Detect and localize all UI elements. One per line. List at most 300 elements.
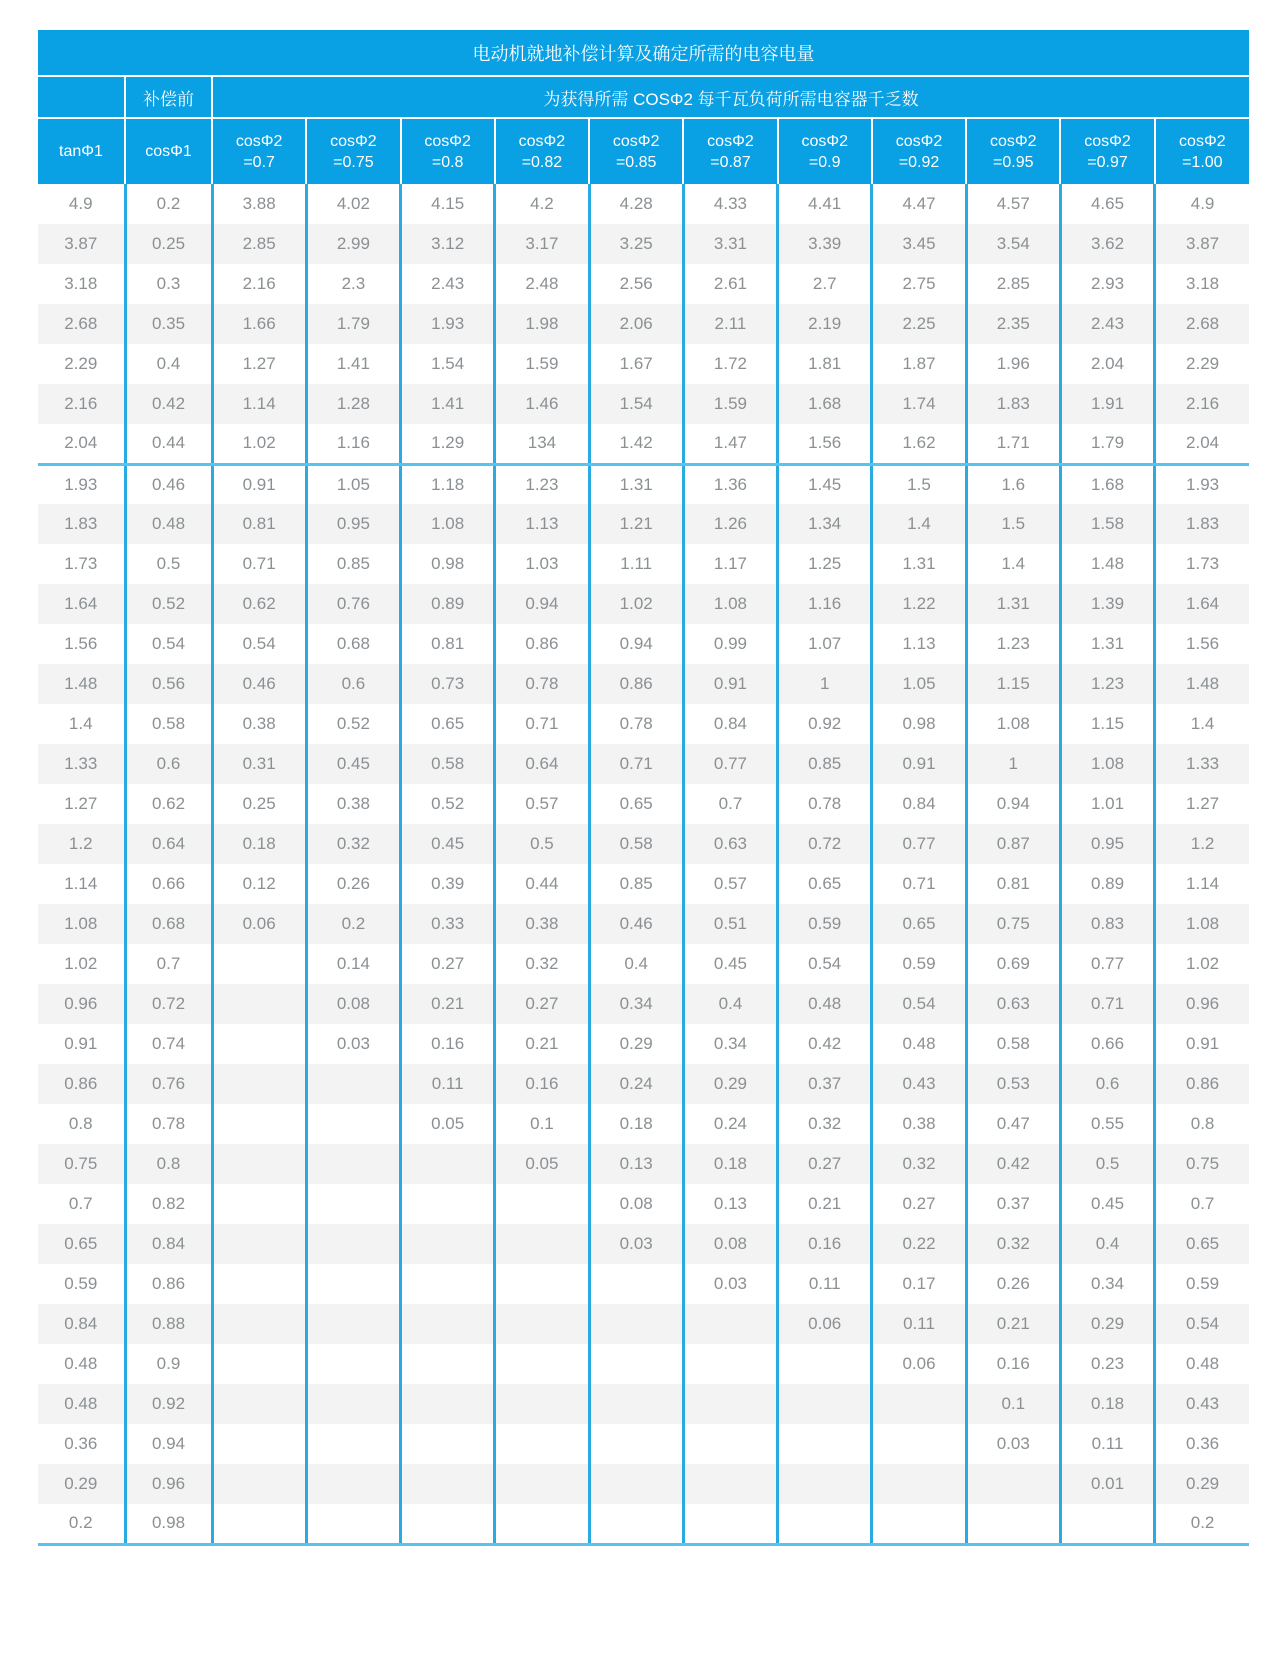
cell: [306, 1224, 400, 1264]
cell: 1.16: [306, 424, 400, 464]
cell: [306, 1384, 400, 1424]
cell: [306, 1464, 400, 1504]
cell: 1.14: [212, 384, 306, 424]
cell: 1.59: [683, 384, 777, 424]
cell: 0.77: [872, 824, 966, 864]
cell: 2.04: [1060, 344, 1154, 384]
cell: 1.59: [495, 344, 589, 384]
cell: 1.83: [966, 384, 1060, 424]
cell: 1.56: [778, 424, 872, 464]
cell: [683, 1344, 777, 1384]
cell: 0.89: [401, 584, 495, 624]
cell: 0.45: [1060, 1184, 1154, 1224]
cell: 1.08: [966, 704, 1060, 744]
table-row: [38, 504, 1249, 544]
cell: [589, 1384, 683, 1424]
cell: [872, 1384, 966, 1424]
cell: 0.69: [966, 944, 1060, 984]
cell: 0.59: [872, 944, 966, 984]
cell: [495, 1304, 589, 1344]
cell: 2.04: [1155, 424, 1249, 464]
cell: 0.31: [212, 744, 306, 784]
cell: 0.42: [125, 384, 212, 424]
cell: 0.72: [125, 984, 212, 1024]
cell: 0.4: [683, 984, 777, 1024]
cell: 0.71: [1060, 984, 1154, 1024]
cell: 0.27: [401, 944, 495, 984]
cell: 1.83: [64, 514, 98, 533]
cell: 1.31: [872, 544, 966, 584]
cell: 0.46: [212, 664, 306, 704]
cell: 0.81: [966, 864, 1060, 904]
column-header-7: cosΦ2 =0.87: [683, 118, 777, 184]
cell: 0.99: [683, 624, 777, 664]
cell: 0.98: [401, 544, 495, 584]
cell: 1.18: [401, 464, 495, 504]
cell: 2.29: [64, 354, 98, 373]
cell: [589, 1264, 683, 1304]
cell: 1.22: [872, 584, 966, 624]
cell: 0.26: [966, 1264, 1060, 1304]
cell: [401, 1464, 495, 1504]
table-row: [38, 1104, 1249, 1144]
cell: [778, 1344, 872, 1384]
cell: 0.63: [966, 984, 1060, 1024]
cell: 0.1: [495, 1104, 589, 1144]
cell: 1.93: [64, 474, 98, 494]
cell: 4.33: [683, 184, 777, 224]
cell: 0.03: [306, 1024, 400, 1064]
cell: 2.43: [401, 264, 495, 304]
cell: 1.79: [1060, 424, 1154, 464]
cell: 0.2: [306, 904, 400, 944]
cell: [495, 1424, 589, 1464]
cell: 1.31: [1060, 624, 1154, 664]
column-header-10: cosΦ2 =0.95: [966, 118, 1060, 184]
cell: 0.38: [872, 1104, 966, 1144]
cell: [212, 944, 306, 984]
column-header-9: cosΦ2 =0.92: [872, 118, 966, 184]
table-row: [38, 264, 1249, 304]
cell: 0.98: [872, 704, 966, 744]
corner-cell: [38, 76, 125, 118]
table-row: [38, 1184, 1249, 1224]
cell: 0.54: [125, 624, 212, 664]
cell: 0.44: [495, 864, 589, 904]
cell: 0.18: [1060, 1384, 1154, 1424]
cell: 0.06: [212, 904, 306, 944]
column-header-0: tanΦ1: [38, 118, 125, 184]
cell: 0.94: [966, 784, 1060, 824]
cell: 0.98: [125, 1504, 212, 1544]
cell: 1.05: [306, 464, 400, 504]
cell: 0.55: [1060, 1104, 1154, 1144]
cell: 1.68: [778, 384, 872, 424]
cell: [306, 1504, 400, 1544]
cell: 0.94: [589, 624, 683, 664]
cell: [212, 1504, 306, 1544]
cell: 0.32: [966, 1224, 1060, 1264]
cell: 1.64: [1155, 584, 1249, 624]
cell: 0.78: [125, 1104, 212, 1144]
cell: [401, 1184, 495, 1224]
table-row: [38, 184, 1249, 224]
group-header-row: [38, 76, 1249, 118]
cell: 3.88: [212, 184, 306, 224]
cell: 1.34: [778, 504, 872, 544]
cell: 0.18: [683, 1144, 777, 1184]
cell: 0.92: [125, 1384, 212, 1424]
cell: 1.01: [1060, 784, 1154, 824]
cell: 2.16: [64, 394, 98, 413]
cell: 1.98: [495, 304, 589, 344]
cell: 2.7: [778, 264, 872, 304]
cell: 0.85: [778, 744, 872, 784]
cell: 0.8: [68, 1114, 93, 1133]
table-row: [38, 664, 1249, 704]
cell: 1.05: [872, 664, 966, 704]
cell: 0.4: [589, 944, 683, 984]
cell: 0.84: [64, 1314, 98, 1333]
cell: 0.6: [306, 664, 400, 704]
cell: 1.13: [872, 624, 966, 664]
cell: 1.45: [778, 464, 872, 504]
cell: 2.11: [683, 304, 777, 344]
cell: 0.27: [495, 984, 589, 1024]
table-row: [38, 864, 1249, 904]
cell: 1.68: [1060, 464, 1154, 504]
cell: 0.71: [589, 744, 683, 784]
cell: 0.85: [589, 864, 683, 904]
cell: 0.37: [966, 1184, 1060, 1224]
cell: 0.68: [125, 904, 212, 944]
cell: 0.58: [966, 1024, 1060, 1064]
cell: [589, 1464, 683, 1504]
cell: 0.03: [966, 1424, 1060, 1464]
cell: 0.18: [589, 1104, 683, 1144]
cell: 0.86: [1155, 1064, 1249, 1104]
cell: [212, 1104, 306, 1144]
cell: 1.27: [64, 794, 98, 813]
cell: [306, 1264, 400, 1304]
cell: [212, 1064, 306, 1104]
cell: 0.43: [872, 1064, 966, 1104]
cell: 1.02: [589, 584, 683, 624]
cell: 1.4: [872, 504, 966, 544]
cell: [683, 1504, 777, 1544]
cell: [495, 1264, 589, 1304]
cell: [589, 1424, 683, 1464]
cell: 0.2: [1155, 1504, 1249, 1544]
cell: 1.13: [495, 504, 589, 544]
cell: 0.2: [38, 1504, 125, 1544]
cell: 0.77: [1060, 944, 1154, 984]
cell: 0.74: [125, 1024, 212, 1064]
cell: 1.29: [401, 424, 495, 464]
cell: 0.62: [212, 584, 306, 624]
cell: 0.32: [778, 1104, 872, 1144]
cell: 1.46: [495, 384, 589, 424]
cell: 0.75: [966, 904, 1060, 944]
cell: [966, 1504, 1060, 1544]
table-row: [38, 1504, 1249, 1544]
cell: 0.57: [683, 864, 777, 904]
cell: 0.08: [683, 1224, 777, 1264]
cell: 1.56: [64, 634, 98, 653]
cell: 1.17: [683, 544, 777, 584]
cell: 0.72: [778, 824, 872, 864]
cell: 1: [966, 744, 1060, 784]
cell: 0.21: [495, 1024, 589, 1064]
cell: 3.87: [64, 234, 98, 253]
cell: 1.11: [589, 544, 683, 584]
table-row: [38, 1264, 1249, 1304]
cell: 2.25: [872, 304, 966, 344]
cell: [306, 1424, 400, 1464]
cell: 0.5: [495, 824, 589, 864]
cell: [589, 1304, 683, 1344]
cell: [966, 1464, 1060, 1504]
cell: 0.7: [68, 1194, 93, 1213]
cell: 0.91: [64, 1034, 98, 1053]
cell: 1.2: [68, 834, 93, 853]
cell: 1.58: [1060, 504, 1154, 544]
cell: 0.29: [1060, 1304, 1154, 1344]
cell: 0.65: [64, 1234, 98, 1253]
cell: 0.54: [1155, 1304, 1249, 1344]
cell: 0.24: [589, 1064, 683, 1104]
cell: 2.16: [1155, 384, 1249, 424]
cell: [401, 1424, 495, 1464]
cell: 2.19: [778, 304, 872, 344]
cell: 0.34: [683, 1024, 777, 1064]
cell: [401, 1144, 495, 1184]
cell: 3.18: [64, 274, 98, 293]
cell: 2.99: [306, 224, 400, 264]
cell: 1.96: [966, 344, 1060, 384]
cell: [401, 1304, 495, 1344]
cell: 1.66: [212, 304, 306, 344]
cell: [212, 1344, 306, 1384]
cell: 0.91: [683, 664, 777, 704]
cell: 1.5: [872, 464, 966, 504]
cell: 0.86: [589, 664, 683, 704]
cell: 0.75: [1155, 1144, 1249, 1184]
cell: [306, 1304, 400, 1344]
cell: 0.76: [125, 1064, 212, 1104]
cell: 1.02: [212, 424, 306, 464]
cell: [495, 1224, 589, 1264]
cell: 0.53: [966, 1064, 1060, 1104]
cell: 0.52: [401, 784, 495, 824]
cell: 4.57: [966, 184, 1060, 224]
cell: 1: [778, 664, 872, 704]
table-header: [38, 30, 1249, 184]
cell: 0.35: [125, 304, 212, 344]
cell: 3.62: [1060, 224, 1154, 264]
cell: 1.93: [401, 304, 495, 344]
cell: 2.04: [38, 424, 125, 464]
cell: 0.25: [125, 224, 212, 264]
cell: 0.08: [306, 984, 400, 1024]
cell: 3.17: [495, 224, 589, 264]
cell: 1.27: [212, 344, 306, 384]
cell: 1.07: [778, 624, 872, 664]
cell: [872, 1464, 966, 1504]
cell: 0.66: [1060, 1024, 1154, 1064]
cell: 0.65: [401, 704, 495, 744]
cell: 1.74: [872, 384, 966, 424]
cell: 1.33: [1155, 744, 1249, 784]
cell: 0.9: [125, 1344, 212, 1384]
cell: [212, 1464, 306, 1504]
cell: 3.87: [1155, 224, 1249, 264]
cell: 0.4: [125, 344, 212, 384]
cell: 2.3: [306, 264, 400, 304]
cell: 0.75: [64, 1154, 98, 1173]
cell: 0.03: [589, 1224, 683, 1264]
cell: 1.15: [966, 664, 1060, 704]
cell: 0.88: [125, 1304, 212, 1344]
cell: 1.36: [683, 464, 777, 504]
cell: [306, 1104, 400, 1144]
table-row: [38, 464, 1249, 504]
cell: 0.94: [125, 1424, 212, 1464]
table-section-1: [38, 184, 1249, 464]
cell: 0.6: [1060, 1064, 1154, 1104]
cell: 0.71: [495, 704, 589, 744]
cell: [778, 1424, 872, 1464]
cell: [212, 1024, 306, 1064]
cell: 0.21: [966, 1304, 1060, 1344]
cell: [589, 1344, 683, 1384]
table-row: [38, 944, 1249, 984]
cell: [401, 1384, 495, 1424]
cell: [1060, 1504, 1154, 1544]
cell: 0.5: [1060, 1144, 1154, 1184]
cell: 0.8: [1155, 1104, 1249, 1144]
cell: 1.64: [64, 594, 98, 613]
cell: 0.65: [1155, 1224, 1249, 1264]
table-row: [38, 744, 1249, 784]
cell: 0.27: [872, 1184, 966, 1224]
cell: 1.67: [589, 344, 683, 384]
cell: 0.01: [1060, 1464, 1154, 1504]
cell: 0.1: [966, 1384, 1060, 1424]
cell: [778, 1464, 872, 1504]
cell: [683, 1384, 777, 1424]
cell: 0.34: [589, 984, 683, 1024]
cell: 0.13: [683, 1184, 777, 1224]
cell: 0.58: [401, 744, 495, 784]
table-row: [38, 1024, 1249, 1064]
column-header-6: cosΦ2 =0.85: [589, 118, 683, 184]
cell: 0.47: [966, 1104, 1060, 1144]
cell: 0.29: [683, 1064, 777, 1104]
cell: 0.21: [778, 1184, 872, 1224]
cell: 0.29: [64, 1474, 98, 1493]
table-row: [38, 1064, 1249, 1104]
cell: 0.59: [1155, 1264, 1249, 1304]
cell: 0.16: [401, 1024, 495, 1064]
cell: 0.24: [683, 1104, 777, 1144]
cell: 4.9: [1155, 184, 1249, 224]
cell: 0.59: [778, 904, 872, 944]
cell: 0.86: [64, 1074, 98, 1093]
cell: 0.68: [306, 624, 400, 664]
column-header-11: cosΦ2 =0.97: [1060, 118, 1154, 184]
table-row: [38, 1224, 1249, 1264]
cell: 1.02: [1155, 944, 1249, 984]
cell: 0.18: [212, 824, 306, 864]
cell: 2.35: [966, 304, 1060, 344]
cell: 0.36: [64, 1434, 98, 1453]
cell: 0.56: [125, 664, 212, 704]
cell: [212, 1424, 306, 1464]
column-header-2: cosΦ2 =0.7: [212, 118, 306, 184]
cell: 0.51: [683, 904, 777, 944]
cell: 1.08: [1155, 904, 1249, 944]
cell: 1.16: [778, 584, 872, 624]
cell: [306, 1144, 400, 1184]
cell: 4.41: [778, 184, 872, 224]
cell: 2.61: [683, 264, 777, 304]
cell: [212, 1144, 306, 1184]
cell: 1.91: [1060, 384, 1154, 424]
cell: 1.08: [1060, 744, 1154, 784]
cell: 0.11: [1060, 1424, 1154, 1464]
cell: 4.2: [495, 184, 589, 224]
cell: 1.56: [1155, 624, 1249, 664]
cell: 0.96: [1155, 984, 1249, 1024]
table-row: [38, 824, 1249, 864]
cell: 1.79: [306, 304, 400, 344]
cell: [306, 1344, 400, 1384]
table-row: [38, 624, 1249, 664]
cell: 0.48: [1155, 1344, 1249, 1384]
table-row: [38, 1304, 1249, 1344]
cell: 1.4: [68, 714, 93, 733]
cell: 1.73: [1155, 544, 1249, 584]
cell: 1.54: [401, 344, 495, 384]
cell: [778, 1384, 872, 1424]
group-before-compensation: 补偿前: [125, 76, 212, 118]
cell: 0.42: [778, 1024, 872, 1064]
column-header-5: cosΦ2 =0.82: [495, 118, 589, 184]
table-row: [38, 1424, 1249, 1464]
cell: 0.45: [683, 944, 777, 984]
column-header-1: cosΦ1: [125, 118, 212, 184]
cell: 0.48: [125, 504, 212, 544]
cell: 0.03: [683, 1264, 777, 1304]
cell: 0.52: [125, 584, 212, 624]
cell: 0.84: [125, 1224, 212, 1264]
cell: [212, 984, 306, 1024]
cell: 4.9: [68, 194, 93, 213]
cell: 1.4: [966, 544, 1060, 584]
cell: 0.52: [306, 704, 400, 744]
cell: 0.45: [401, 824, 495, 864]
cell: 1.39: [1060, 584, 1154, 624]
cell: 1.42: [589, 424, 683, 464]
cell: 1.2: [1155, 824, 1249, 864]
cell: 0.5: [125, 544, 212, 584]
cell: 0.05: [495, 1144, 589, 1184]
table-row: [38, 704, 1249, 744]
cell: 0.21: [401, 984, 495, 1024]
cell: 0.2: [125, 184, 212, 224]
cell: [212, 1184, 306, 1224]
